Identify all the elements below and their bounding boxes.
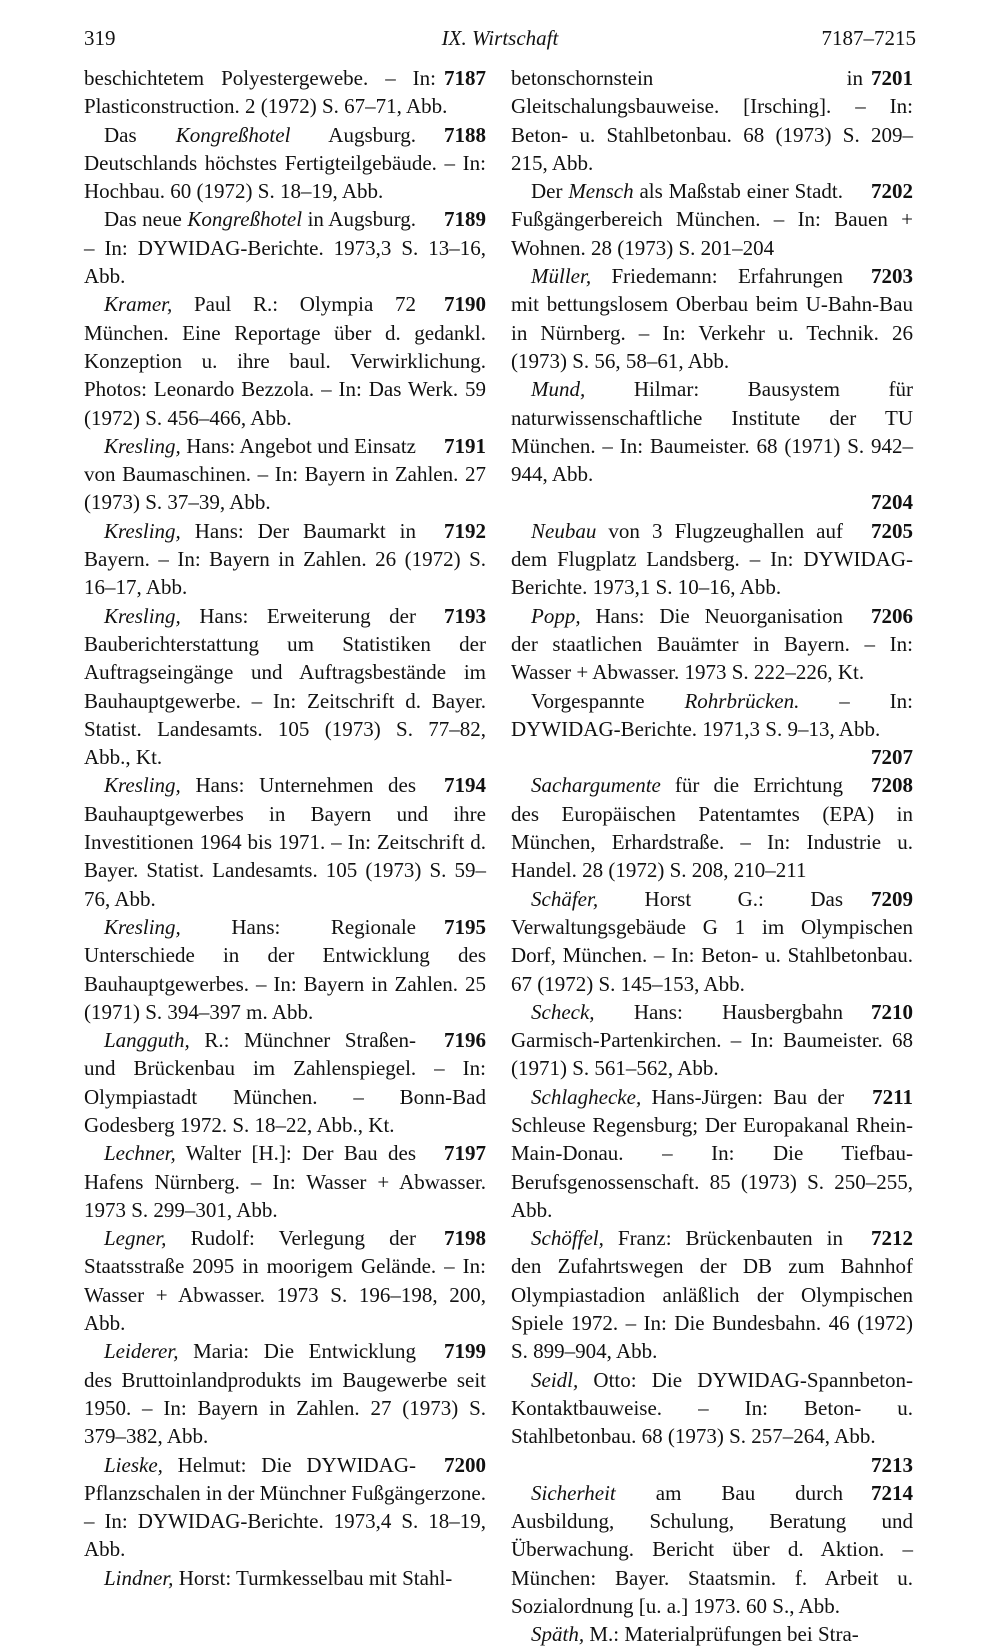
entry-text: M.: Materialprüfungen bei Stra-	[584, 1622, 859, 1647]
entry-text: Hans: Unternehmen des Bauhauptgewerbes in Bayern und ihre Investitionen 1964 bis 1971. – In: Zeitschrift d. Bayer. Statist. Landesamts. 105 (1973) S. 59–76, Abb.	[84, 773, 486, 911]
bibliography-entry	[84, 205, 486, 290]
bibliography-entry	[511, 1479, 913, 1620]
entry-number: 7205	[871, 518, 913, 543]
entry-text: Hans: Angebot und Einsatz von Baumaschinen. – In: Bayern in Zahlen. 27 (1973) S. 37–39, Abb.	[84, 433, 486, 515]
bibliography-entry	[84, 1337, 486, 1450]
bibliography-entry	[511, 998, 913, 1083]
entry-author: Lindner,	[104, 1565, 174, 1590]
bibliography-entry	[84, 290, 486, 431]
bibliography-entry	[84, 602, 486, 772]
entry-number: 7203	[871, 264, 913, 289]
bibliography-entry	[84, 771, 486, 912]
entry-author: Schlaghecke,	[531, 1084, 642, 1109]
entry-lead-text: Das	[104, 122, 176, 147]
entry-author: Lieske,	[104, 1452, 163, 1477]
bibliography-entry	[511, 64, 913, 177]
entry-text: für die Errichtung des Europäischen Patentamtes (EPA) in München, Erhardstraße. – In: Industrie u. Handel. 28 (1972) S. 208, 210–211	[511, 773, 913, 883]
entry-text: als Maßstab einer Stadt. Fußgängerbereich München. – In: Bauen + Wohnen. 28 (1973) S. 201–204	[511, 179, 913, 260]
entry-text: Maria: Die Entwicklung des Bruttoinlandprodukts im Baugewerbe seit 1950. – In: Bayern in Zahlen. 27 (1973) S. 379–382, Abb.	[84, 1339, 486, 1449]
bibliography-entry	[511, 885, 913, 998]
entry-number: 7202	[871, 179, 913, 204]
entry-number: 7204	[871, 490, 913, 515]
entry-number: 7208	[871, 773, 913, 798]
entry-author: Lechner,	[104, 1141, 176, 1166]
bibliography-entry	[84, 1139, 486, 1224]
entry-text: Otto: Die DYWIDAG-Spannbeton-Kontaktbauweise. – In: Beton- u. Stahlbetonbau. 68 (1973) S. 257–264, Abb.	[511, 1367, 913, 1449]
entry-text: Franz: Brückenbauten in den Zufahrtswegen der DB zum Bahnhof Olympiastadion anläßlich der Olympischen Spiele 1972. – In: Die Bundesbahn. 46 (1972) S. 899–904, Abb.	[511, 1226, 913, 1364]
entry-author: Sicherheit	[531, 1480, 616, 1505]
page-header	[84, 26, 916, 60]
entry-author: Kresling,	[104, 773, 181, 798]
entry-number: 7192	[444, 518, 486, 543]
entry-number: 7194	[444, 773, 486, 798]
entry-author: Kongreßhotel	[187, 207, 303, 232]
entry-number: 7201	[871, 66, 913, 90]
entry-text: Paul R.: Olympia 72 München. Eine Reportage über d. gedankl. Konzeption u. ihre baul. Verwirklichung. Photos: Leonardo Bezzola. – In: Das Werk. 59 (1972) S. 456–466, Abb.	[84, 292, 486, 430]
entry-author: Mensch	[568, 179, 634, 204]
entry-number: 7212	[871, 1226, 913, 1251]
entry-text: Hans: Die Neuorganisation der staatlichen Bauämter in Bayern. – In: Wasser + Abwasser. 1973 S. 222–226, Kt.	[511, 603, 913, 685]
entry-number: 7187	[444, 66, 486, 90]
entry-author: Leiderer,	[104, 1339, 179, 1364]
entry-lead-text: Das neue	[104, 207, 188, 232]
entry-number: 7196	[444, 1028, 486, 1053]
entry-range: 7187–7215	[821, 26, 916, 50]
bibliography-entry	[511, 687, 913, 772]
entry-author: Schäfer,	[531, 886, 599, 911]
bibliography-entry	[511, 1366, 913, 1479]
entry-text: Hans: Der Baumarkt in Bayern. – In: Bayern in Zahlen. 26 (1972) S. 16–17, Abb.	[84, 518, 486, 600]
entry-text: von 3 Flugzeughallen auf dem Flugplatz Landsberg. – In: DYWIDAG-Berichte. 1973,1 S. 10–16, Abb.	[511, 518, 913, 600]
entry-text: betonschornstein in Gleitschalungsbauweise. [Irsching]. – In: Beton- u. Stahlbetonbau. 68 (1973) S. 209–215, Abb.	[511, 66, 913, 175]
entry-text: Helmut: Die DYWIDAG-Pflanzschalen in der Münchner Fußgängerzone. – In: DYWIDAG-Berichte. 1973,4 S. 18–19, Abb.	[84, 1452, 486, 1562]
entry-author: Schöffel,	[531, 1226, 604, 1251]
entry-number: 7210	[871, 999, 913, 1024]
entry-author: Späth,	[531, 1622, 585, 1647]
bibliography-entry	[84, 64, 486, 121]
bibliography-entry	[84, 1026, 486, 1139]
entry-author: Kongreßhotel	[175, 122, 291, 147]
entry-author: Kresling,	[104, 518, 181, 543]
bibliography-entry	[511, 517, 913, 602]
entry-number: 7197	[444, 1141, 486, 1166]
entry-number: 7209	[871, 886, 913, 911]
entry-number: 7190	[444, 292, 486, 317]
bibliography-entry	[84, 1451, 486, 1564]
entry-text: Hans: Erweiterung der Bauberichterstattung um Statistiken der Auftragseingänge und Auftragsbestände im Bauhauptgewerbe. – In: Zeitschrift d. Bayer. Statist. Landesamts. 105 (1973) S. 77–82, Abb., Kt.	[84, 603, 486, 770]
bibliography-entry	[511, 262, 913, 375]
entry-author: Scheck,	[531, 999, 595, 1024]
bibliography-entry	[511, 771, 913, 884]
section-title: IX. Wirtschaft	[441, 26, 559, 50]
entry-author: Rohrbrücken.	[684, 688, 800, 713]
entry-author: Mund,	[531, 377, 586, 402]
entry-number: 7214	[871, 1480, 913, 1505]
bibliography-entry	[84, 432, 486, 517]
entry-author: Sachargumente	[531, 773, 661, 798]
entry-lead-text: Der	[531, 179, 569, 204]
entry-number: 7200	[444, 1452, 486, 1477]
entry-number: 7211	[872, 1084, 913, 1109]
entry-text: Friedemann: Erfahrungen mit bettungslosem Oberbau beim U-Bahn-Bau in Nürnberg. – In: Verkehr u. Technik. 26 (1973) S. 56, 58–61, Abb.	[511, 264, 913, 373]
bibliography-entry	[511, 1620, 913, 1648]
entry-number: 7207	[871, 745, 913, 770]
entry-text: Walter [H.]: Der Bau des Hafens Nürnberg. – In: Wasser + Abwasser. 1973 S. 299–301, Abb.	[84, 1141, 486, 1222]
entry-text: Hans: Regionale Unterschiede in der Entwicklung des Bauhauptgewerbes. – In: Bayern in Zahlen. 25 (1971) S. 394–397 m. Abb.	[84, 914, 486, 1024]
bibliography-entry	[511, 1083, 913, 1224]
bibliography-entry	[84, 913, 486, 1026]
entry-number: 7191	[444, 433, 486, 458]
entry-text: Hans-Jürgen: Bau der Schleuse Regensburg; Der Europakanal Rhein-Main-Donau. – In: Die Tiefbau-Berufsgenossenschaft. 85 (1973) S. 250–255, Abb.	[511, 1084, 913, 1222]
entry-number: 7195	[444, 914, 486, 939]
entry-number: 7213	[871, 1452, 913, 1477]
entry-text: Hans: Hausbergbahn Garmisch-Partenkirchen. – In: Baumeister. 68 (1971) S. 561–562, Abb.	[511, 999, 913, 1081]
entry-author: Kresling,	[104, 914, 181, 939]
entry-author: Kramer,	[104, 292, 173, 317]
entry-author: Legner,	[104, 1226, 167, 1251]
right-column	[511, 64, 913, 1649]
bibliography-entry	[511, 177, 913, 262]
bibliography-entry	[511, 1224, 913, 1365]
bibliography-entry	[511, 375, 913, 516]
entry-text: beschichtetem Polyestergewebe. – In: Plasticonstruction. 2 (1972) S. 67–71, Abb.	[84, 66, 448, 119]
bibliography-entry	[84, 1564, 486, 1592]
entry-text: in Augsburg. – In: DYWIDAG-Berichte. 1973,3 S. 13–16, Abb.	[84, 207, 486, 289]
bibliography-entry	[84, 1224, 486, 1337]
entry-text: – In: DYWIDAG-Berichte. 1971,3 S. 9–13, Abb.	[511, 688, 913, 741]
entry-author: Kresling,	[104, 433, 181, 458]
entry-number: 7199	[444, 1339, 486, 1364]
entry-author: Seidl,	[531, 1367, 579, 1392]
page-number: 319	[84, 26, 116, 50]
entry-text: Hilmar: Bausystem für naturwissenschaftliche Institute der TU München. – In: Baumeister. 68 (1971) S. 942–944, Abb.	[511, 377, 913, 487]
entry-text: R.: Münchner Straßen- und Brückenbau im Zahlenspiegel. – In: Olympiastadt München. – Bonn-Bad Godesberg 1972. S. 18–22, Abb., Kt.	[84, 1028, 486, 1137]
entry-author: Kresling,	[104, 603, 181, 628]
bibliography-entry	[511, 602, 913, 687]
entry-number: 7193	[444, 603, 486, 628]
entry-text: am Bau durch Ausbildung, Schulung, Beratung und Überwachung. Bericht über d. Aktion. – München: Bayer. Staatsmin. f. Arbeit u. Sozialordnung [u. a.] 1973. 60 S., Abb.	[511, 1480, 913, 1619]
entry-number: 7198	[444, 1226, 486, 1251]
entry-text: Rudolf: Verlegung der Staatsstraße 2095 in moorigem Gelände. – In: Wasser + Abwasser. 1973 S. 196–198, 200, Abb.	[84, 1226, 486, 1336]
entry-text: Horst: Turmkesselbau mit Stahl-	[173, 1565, 453, 1590]
bibliography-entry	[84, 121, 486, 206]
entry-number: 7189	[444, 207, 486, 232]
entry-text: Augsburg. Deutschlands höchstes Fertigteilgebäude. – In: Hochbau. 60 (1972) S. 18–19, Abb.	[84, 122, 486, 204]
entry-author: Neubau	[531, 518, 597, 543]
entry-text: Horst G.: Das Verwaltungsgebäude G 1 im Olympischen Dorf, München. – In: Beton- u. Stahlbetonbau. 67 (1972) S. 145–153, Abb.	[511, 886, 913, 996]
bibliography-entry	[84, 517, 486, 602]
entry-number: 7206	[871, 603, 913, 628]
entry-author: Popp,	[531, 603, 581, 628]
entry-lead-text: Vorgespannte	[531, 688, 685, 713]
left-column	[84, 64, 486, 1592]
entry-author: Müller,	[531, 264, 592, 289]
entry-author: Langguth,	[104, 1028, 190, 1053]
entry-number: 7188	[444, 122, 486, 147]
